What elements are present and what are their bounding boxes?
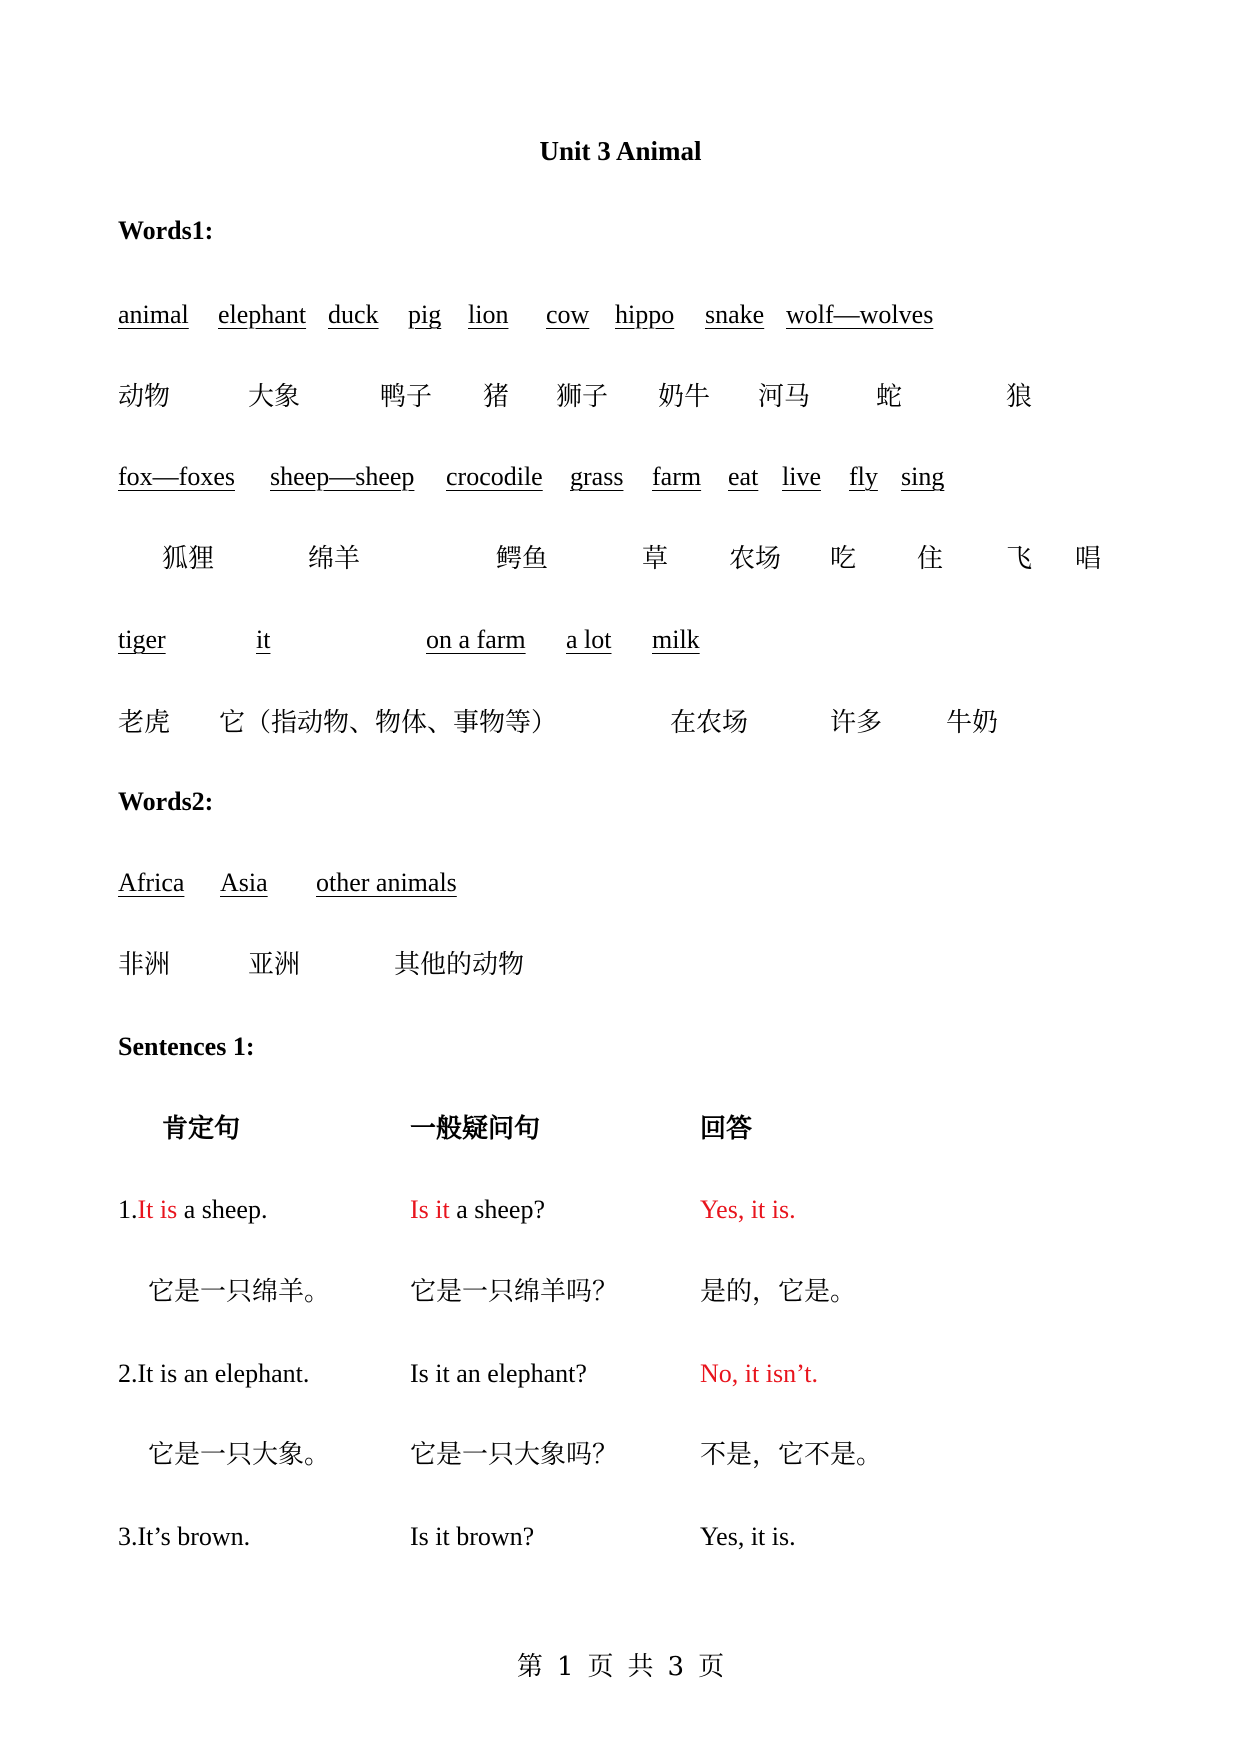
cn-cow: 奶牛 [658,382,711,412]
words1-row3-chinese [0,706,1241,740]
word-snake: snake [705,300,765,329]
sentence-3-statement: 3.It’s brown. [118,1522,251,1551]
col-header-statement: 肯定句 [162,1114,241,1144]
word-duck: duck [328,300,379,329]
sentence-1-english [0,1193,1241,1227]
word-cow: cow [546,300,590,329]
cn-other-animals: 其他的动物 [394,950,525,980]
sentence-1-number: 1. [118,1195,138,1224]
word-tiger: tiger [118,625,166,654]
footer-total-pages: 3 [667,1652,685,1682]
word-pig: pig [408,300,442,329]
word-eat: eat [728,462,759,491]
sentence-1-question [410,1193,545,1227]
word-wolf: wolf—wolves [786,300,934,329]
cn-sing: 唱 [1075,544,1102,574]
word-asia: Asia [220,868,268,897]
sentence-3-question: Is it brown? [410,1522,535,1551]
cn-tiger: 老虎 [118,708,171,738]
words1-row1-english [0,298,1241,332]
footer-label-page-unit: 页 [587,1652,614,1682]
words1-row1-chinese [0,380,1241,414]
word-elephant: elephant [218,300,307,329]
word-sing: sing [901,462,945,491]
footer-label-page: 第 [516,1652,543,1682]
words1-heading: Words1: [118,216,214,245]
footer-label-total-unit: 页 [698,1652,725,1682]
col-header-question: 一般疑问句 [410,1114,541,1144]
sentences1-column-headers [0,1112,1241,1146]
cn-africa: 非洲 [118,950,171,980]
words2-row1-chinese [0,948,1241,982]
page-footer [0,1650,1241,1684]
sentence-2-chinese [0,1438,1241,1472]
cn-a-lot: 许多 [830,708,883,738]
cn-wolf: 狼 [1006,382,1033,412]
cn-milk: 牛奶 [946,708,999,738]
cn-duck: 鸭子 [380,382,433,412]
sentence-1-answer-cn: 是的，它是。 [700,1277,857,1307]
word-farm: farm [652,462,702,491]
sentence-1-question-cn: 它是一只绵羊吗？ [410,1277,619,1307]
sentence-2-question-cn: 它是一只大象吗？ [410,1440,619,1470]
cn-fly: 飞 [1006,544,1033,574]
cn-grass: 草 [642,544,669,574]
word-it: it [256,625,271,654]
cn-animal: 动物 [118,382,171,412]
word-sheep: sheep—sheep [270,462,415,491]
cn-it: 它（指动物、物体、事物等） [219,708,558,738]
word-live: live [782,462,821,491]
cn-lion: 狮子 [556,382,609,412]
sentence-1-question-rest: a sheep? [449,1195,546,1224]
cn-sheep: 绵羊 [308,544,361,574]
cn-crocodile: 鳄鱼 [496,544,549,574]
word-milk: milk [652,625,700,654]
cn-eat: 吃 [830,544,857,574]
cn-farm: 农场 [729,544,782,574]
cn-fox: 狐狸 [162,544,215,574]
sentence-2-answer: No, it isn’t. [700,1359,818,1388]
col-header-answer: 回答 [700,1114,753,1144]
sentence-1-statement-rest: a sheep. [177,1195,268,1224]
page-title: Unit 3 Animal [539,136,702,166]
word-africa: Africa [118,868,185,897]
sentence-1-answer: Yes, it is. [700,1195,796,1224]
word-on-a-farm: on a farm [426,625,526,654]
sentence-2-statement: 2.It is an elephant. [118,1359,310,1388]
word-hippo: hippo [615,300,675,329]
word-fly: fly [849,462,878,491]
cn-asia: 亚洲 [248,950,301,980]
sentence-2-english [0,1357,1241,1391]
cn-hippo: 河马 [758,382,811,412]
sentence-3-answer: Yes, it is. [700,1522,796,1551]
word-animal: animal [118,300,189,329]
cn-pig: 猪 [483,382,510,412]
sentences1-heading: Sentences 1: [118,1032,255,1061]
sentence-3-english [0,1520,1241,1554]
words1-row2-english [0,460,1241,494]
sentence-2-answer-cn: 不是，它不是。 [700,1440,883,1470]
cn-elephant: 大象 [248,382,301,412]
sentence-1-statement [118,1193,267,1227]
words1-row3-english [0,623,1241,657]
cn-on-a-farm: 在农场 [670,708,749,738]
words1-row2-chinese [0,542,1241,576]
footer-label-total: 共 [627,1652,654,1682]
sentence-1-statement-highlight: It is [137,1195,178,1224]
cn-live: 住 [917,544,944,574]
words2-heading: Words2: [118,787,214,816]
footer-current-page: 1 [556,1652,574,1682]
word-grass: grass [570,462,624,491]
word-a-lot: a lot [566,625,612,654]
sentence-2-question: Is it an elephant? [410,1359,587,1388]
word-crocodile: crocodile [446,462,543,491]
sentence-1-statement-cn: 它是一只绵羊。 [148,1277,331,1307]
sentence-1-question-highlight: Is it [410,1195,450,1224]
sentence-1-chinese [0,1275,1241,1309]
words2-row1-english [0,866,1241,900]
word-lion: lion [468,300,509,329]
word-fox: fox—foxes [118,462,235,491]
cn-snake: 蛇 [876,382,903,412]
sentence-2-statement-cn: 它是一只大象。 [148,1440,331,1470]
word-other-animals: other animals [316,868,457,897]
